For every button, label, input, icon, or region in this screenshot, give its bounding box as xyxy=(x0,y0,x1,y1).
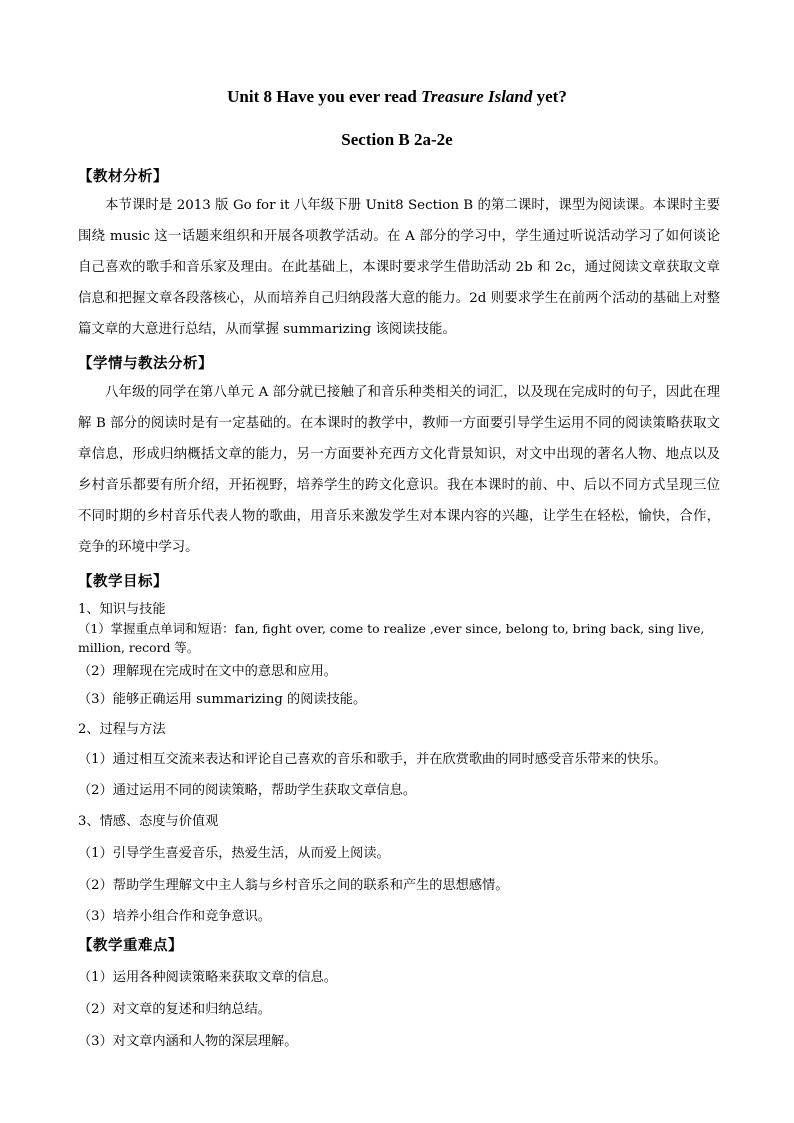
goal1-title: 1、知识与技能 xyxy=(78,602,166,617)
goal2-title: 2、过程与方法 xyxy=(78,722,166,737)
learner-analysis-text: 八年级的同学在第八单元 A 部分就已接触了和音乐种类相关的词汇，以及现在完成时的句子，因此在理解 B 部分的阅读时是有一定基础的。在本课时的教学中，教师一方面要引导学生运用不同的阅读策略获取文章信息，形成归纳概括文章的能力，另一方面要补充西方文化背景知识，对文中出现的著名人物、地点以及乡村音乐都要有所介绍，开拓视野，培养学生的跨文化意识。我在本课时的前、中、后以不同方式呈现三位不同时期的乡村音乐代表人物的歌曲，用音乐来激发学生对本课内容的兴趣，让学生在轻松，愉快，合作，竞争的环境中学习。 xyxy=(78,385,720,555)
section-heading-goals: 【教学目标】 xyxy=(78,573,168,590)
goal2-item1: （1）通过相互交流来表达和评论自己喜欢的音乐和歌手，并在欣赏歌曲的同时感受音乐带来的快乐。 xyxy=(78,752,667,767)
section-heading-learner: 【学情与教法分析】 xyxy=(78,355,213,372)
document-title xyxy=(0,87,794,107)
goal3-item3: （3）培养小组合作和竞争意识。 xyxy=(78,909,272,924)
section-heading-key-points: 【教学重难点】 xyxy=(78,937,183,954)
title-prefix: Unit 8 Have you ever read xyxy=(227,87,422,106)
goal1-item1: （1）掌握重点单词和短语：fan, fight over, come to realize ,ever since, belong to, bring back, sing live, million, record 等。 xyxy=(78,621,705,655)
material-analysis-text: 本节课时是 2013 版 Go for it 八年级下册 Unit8 Section B 的第二课时，课型为阅读课。本课时主要围绕 music 这一话题来组织和开展各项教学活动。在 A 部分的学习中，学生通过听说活动学习了如何谈论自己喜欢的歌手和音乐家及理由。在此基础上，本课时要求学生借助活动 2b 和 2c，通过阅读文章获取文章信息和把握文章各段落核心，从而培养自己归纳段落大意的能力。2d 则要求学生在前两个活动的基础上对整篇文章的大意进行总结，从而掌握 summarizing 该阅读技能。 xyxy=(78,198,720,337)
goal3-item2: （2）帮助学生理解文中主人翁与乡村音乐之间的联系和产生的思想感情。 xyxy=(78,878,509,893)
goal3-item1: （1）引导学生喜爱音乐，热爱生活，从而爱上阅读。 xyxy=(78,846,390,861)
section-heading-material: 【教材分析】 xyxy=(78,168,168,185)
goal3-title: 3、情感、态度与价值观 xyxy=(78,814,219,829)
key-item2: （2）对文章的复述和归纳总结。 xyxy=(78,1002,272,1017)
title-suffix: yet? xyxy=(532,87,567,106)
goal1-item2: （2）理解现在完成时在文中的意思和应用。 xyxy=(78,664,337,679)
title-book-name: Treasure Island xyxy=(421,87,533,106)
key-item3: （3）对文章内涵和人物的深层理解。 xyxy=(78,1034,298,1049)
document-subtitle: Section B 2a-2e xyxy=(341,130,453,149)
goal1-item3: （3）能够正确运用 summarizing 的阅读技能。 xyxy=(78,692,367,707)
goal2-item2: （2）通过运用不同的阅读策略，帮助学生获取文章信息。 xyxy=(78,783,417,798)
key-item1: （1）运用各种阅读策略来获取文章的信息。 xyxy=(78,970,337,985)
